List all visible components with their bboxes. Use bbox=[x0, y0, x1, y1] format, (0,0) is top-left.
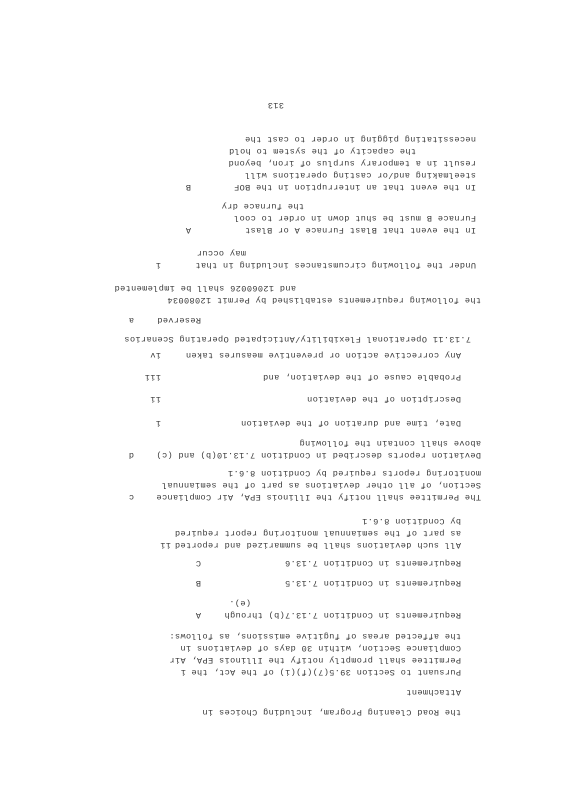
text-line: (e). bbox=[228, 598, 251, 608]
text-line: the following requirements established by Permit 12080034 bbox=[167, 295, 481, 305]
text-line: the affected areas of fugitive emissions, as follows: bbox=[169, 631, 461, 641]
text-line: In the event that Blast Furnace A or Blast bbox=[244, 225, 476, 235]
text-line: In the event that an interruption in the BOF bbox=[233, 182, 476, 192]
text-line: Pursuant to Section 39.5(7)(f)(i) of the Act, the bbox=[191, 667, 461, 677]
text-line: the capacity of the system to hold bbox=[228, 146, 416, 156]
list-marker: B bbox=[185, 182, 191, 192]
text-line: All such deviations shall be summarized and reported bbox=[174, 540, 461, 550]
page-number: 313 bbox=[267, 100, 284, 110]
text-line: above shall contain the following bbox=[299, 438, 481, 448]
text-line: necessitating pigging in order to cast the bbox=[244, 134, 476, 144]
text-line: Reserved bbox=[156, 315, 201, 325]
list-marker: c bbox=[128, 492, 134, 502]
list-marker: d bbox=[128, 450, 134, 460]
text-line: and 12060026 shall be implemented bbox=[114, 283, 296, 293]
text-line: Under the following circumstances including in that bbox=[195, 260, 476, 270]
text-line: Requirements in Condition 7.13.6 bbox=[284, 558, 461, 568]
text-line: Probable cause of the deviation, and bbox=[262, 372, 461, 382]
list-marker: i bbox=[180, 667, 186, 677]
list-marker: iv bbox=[149, 350, 161, 360]
text-line: Requirements in Condition 7.13.5 bbox=[284, 578, 461, 588]
list-marker: i bbox=[155, 418, 161, 428]
text-line: Compliance Section, within 30 days of deviations in bbox=[180, 643, 461, 653]
text-line: Attachment bbox=[405, 687, 461, 697]
list-marker: iii bbox=[144, 372, 161, 382]
section-heading: 7.13.11 Operational Flexibility/Anticipated Operating Scenarios bbox=[124, 334, 471, 344]
list-marker: ii bbox=[159, 540, 171, 550]
list-marker: C bbox=[195, 558, 201, 568]
text-line: as part of the semiannual monitoring report required bbox=[174, 528, 461, 538]
text-line: Section, of all other deviations as part of the semiannual bbox=[161, 480, 481, 490]
text-line: may occur bbox=[196, 248, 246, 258]
list-marker: ii bbox=[149, 394, 161, 404]
text-line: Furnace B must be shut down in order to cool bbox=[233, 213, 476, 223]
text-line: The Permittee shall notify the Illinois EPA, Air Compliance bbox=[156, 492, 481, 502]
text-line: the furnace dry bbox=[221, 201, 304, 211]
list-marker: A bbox=[185, 225, 191, 235]
list-marker: B bbox=[195, 578, 201, 588]
list-marker: a bbox=[128, 315, 134, 325]
text-line: the Road Cleaning Program, including Choices in bbox=[202, 707, 461, 717]
text-line: Any corrective action or preventive measures taken bbox=[185, 350, 461, 360]
list-marker: A bbox=[195, 610, 201, 620]
text-line: result in a temporary surplus of iron, beyond bbox=[228, 158, 476, 168]
text-line: Permittee shall promptly notify the Illinois EPA, Air bbox=[169, 655, 461, 665]
text-line: Deviation reports described in Condition 7.13.10(b) and (c) bbox=[156, 450, 481, 460]
text-line: monitoring reports required by Condition 8.6.1 bbox=[227, 468, 481, 478]
text-line: Date, time and duration of the deviation bbox=[240, 418, 461, 428]
text-line: by Condition 8.6.1 bbox=[361, 516, 461, 526]
text-line: Description of the deviation bbox=[306, 394, 461, 404]
text-line: steelmaking and/or casting operations will bbox=[244, 170, 476, 180]
list-marker: i bbox=[155, 260, 161, 270]
text-line: Requirements in Condition 7.13.7(b) through bbox=[224, 610, 461, 620]
